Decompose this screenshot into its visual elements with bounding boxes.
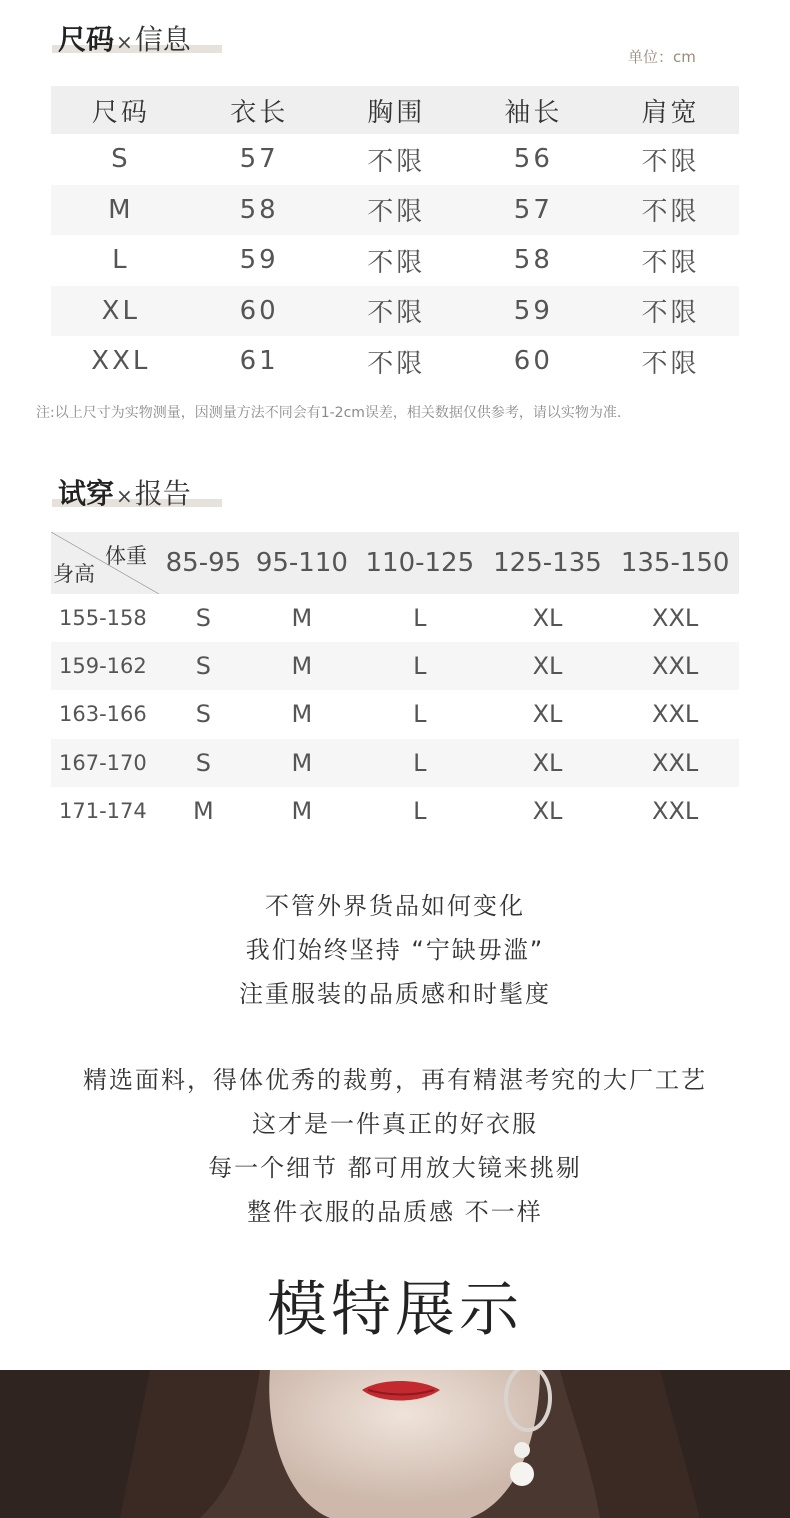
fit-cell: XXL xyxy=(652,604,699,633)
height-cell: 167-170 xyxy=(51,739,159,787)
fit-cell: L xyxy=(413,604,427,633)
fit-cell: L xyxy=(413,700,427,729)
size-cell: 56 xyxy=(513,144,553,175)
slogan-line: 精选面料，得体优秀的裁剪，再有精湛考究的大厂工艺 xyxy=(83,1066,707,1094)
size-cell: XXL xyxy=(91,346,151,377)
fit-cell: XL xyxy=(532,604,563,633)
fit-cell: M xyxy=(193,796,214,825)
size-cell: 57 xyxy=(239,144,279,175)
size-cell: 59 xyxy=(465,286,602,337)
unit-label: 单位：cm xyxy=(628,48,696,66)
fit-table-header xyxy=(51,532,739,594)
size-cell: 不限 xyxy=(602,286,739,337)
table-row xyxy=(51,185,739,236)
slogan-line: 不管外界货品如何变化 xyxy=(265,892,525,920)
slogan-line: 注重服装的品质感和时髦度 xyxy=(239,980,551,1008)
fit-cell: XL xyxy=(484,739,612,787)
fit-cell: XXL xyxy=(611,739,739,787)
size-cell: 不限 xyxy=(328,185,465,236)
size-cell: 不限 xyxy=(367,247,426,278)
weight-header-cell: 110-125 xyxy=(356,532,484,594)
size-cell: 不限 xyxy=(641,247,700,278)
size-cell: 58 xyxy=(191,185,328,236)
table-row xyxy=(51,594,739,642)
table-row xyxy=(51,134,739,185)
table-row xyxy=(51,739,739,787)
height-cell: 171-174 xyxy=(59,798,147,823)
weight-header-cell: 85-95 xyxy=(159,532,248,594)
size-header-cell: 衣长 xyxy=(191,86,328,134)
size-cell: 不限 xyxy=(328,286,465,337)
weight-header-cell: 125-135 xyxy=(484,532,612,594)
size-header-cell: 胸围 xyxy=(328,86,465,134)
size-cell: M xyxy=(51,185,191,236)
fit-cell: S xyxy=(195,700,211,729)
height-cell: 163-166 xyxy=(59,702,147,727)
model-photo xyxy=(0,1370,790,1518)
slogan-line: 每一个细节 都可用放大镜来挑剔 xyxy=(208,1154,582,1182)
fit-title-x: × xyxy=(116,484,133,508)
fit-cell: XXL xyxy=(652,700,699,729)
fit-cell: XXL xyxy=(611,642,739,690)
model-display-title: 模特展示 xyxy=(267,1275,523,1345)
fit-cell: XL xyxy=(532,796,563,825)
size-title-x: × xyxy=(116,30,133,54)
fit-cell: M xyxy=(291,604,313,633)
size-cell: L xyxy=(112,245,130,276)
size-cell: 不限 xyxy=(367,146,426,177)
table-row xyxy=(51,642,739,690)
size-title-light: 信息 xyxy=(134,23,191,56)
fit-cell: L xyxy=(413,796,427,825)
corner-height-label: 身高 xyxy=(53,562,95,586)
size-cell: 58 xyxy=(513,245,553,276)
weight-header-cell: 135-150 xyxy=(611,532,739,594)
fit-cell: L xyxy=(356,642,484,690)
corner-weight-label: 体重 xyxy=(105,544,147,568)
size-table-header xyxy=(51,86,739,134)
size-cell: 不限 xyxy=(641,348,700,379)
fit-cell: S xyxy=(159,739,248,787)
table-row xyxy=(51,235,739,286)
fit-cell: XXL xyxy=(652,796,699,825)
height-cell: 155-158 xyxy=(59,606,147,631)
slogan-line: 整件衣服的品质感 不一样 xyxy=(247,1198,543,1226)
fit-section-title xyxy=(58,472,191,512)
fit-cell: XL xyxy=(484,642,612,690)
size-cell: S xyxy=(111,144,131,175)
fit-cell: M xyxy=(291,700,313,729)
table-row xyxy=(51,286,739,337)
fit-cell: M xyxy=(291,796,313,825)
size-cell: XL xyxy=(51,286,191,337)
size-cell: 61 xyxy=(239,346,279,377)
fit-cell: M xyxy=(248,739,356,787)
table-row xyxy=(51,690,739,738)
fit-cell: L xyxy=(356,739,484,787)
table-row xyxy=(51,787,739,835)
size-table xyxy=(51,86,739,387)
height-cell: 159-162 xyxy=(51,642,159,690)
fit-cell: S xyxy=(195,604,211,633)
size-cell: 不限 xyxy=(602,185,739,236)
fit-table xyxy=(51,532,739,835)
corner-cell xyxy=(51,532,159,594)
size-cell: 60 xyxy=(191,286,328,337)
table-row xyxy=(51,336,739,387)
slogan-line: 这才是一件真正的好衣服 xyxy=(252,1110,538,1138)
model-photo-illustration xyxy=(0,1370,790,1518)
fit-title-bold: 试穿 xyxy=(58,477,115,510)
size-title-bold: 尺码 xyxy=(58,23,115,56)
fit-title-light: 报告 xyxy=(134,477,191,510)
size-header-cell: 袖长 xyxy=(465,86,602,134)
size-section-title xyxy=(58,18,191,58)
size-cell: 60 xyxy=(513,346,553,377)
size-cell: 不限 xyxy=(641,146,700,177)
size-cell: 57 xyxy=(465,185,602,236)
measurement-note: 注:以上尺寸为实物测量，因测量方法不同会有1-2cm误差，相关数据仅供参考，请以实物为准. xyxy=(36,405,622,421)
fit-cell: XL xyxy=(532,700,563,729)
size-header-cell: 肩宽 xyxy=(602,86,739,134)
size-cell: 59 xyxy=(239,245,279,276)
size-header-cell: 尺码 xyxy=(51,86,191,134)
fit-cell: M xyxy=(248,642,356,690)
weight-header-cell: 95-110 xyxy=(248,532,356,594)
fit-cell: S xyxy=(159,642,248,690)
size-cell: 不限 xyxy=(367,348,426,379)
slogan-line: 我们始终坚持 “宁缺毋滥” xyxy=(245,936,545,964)
